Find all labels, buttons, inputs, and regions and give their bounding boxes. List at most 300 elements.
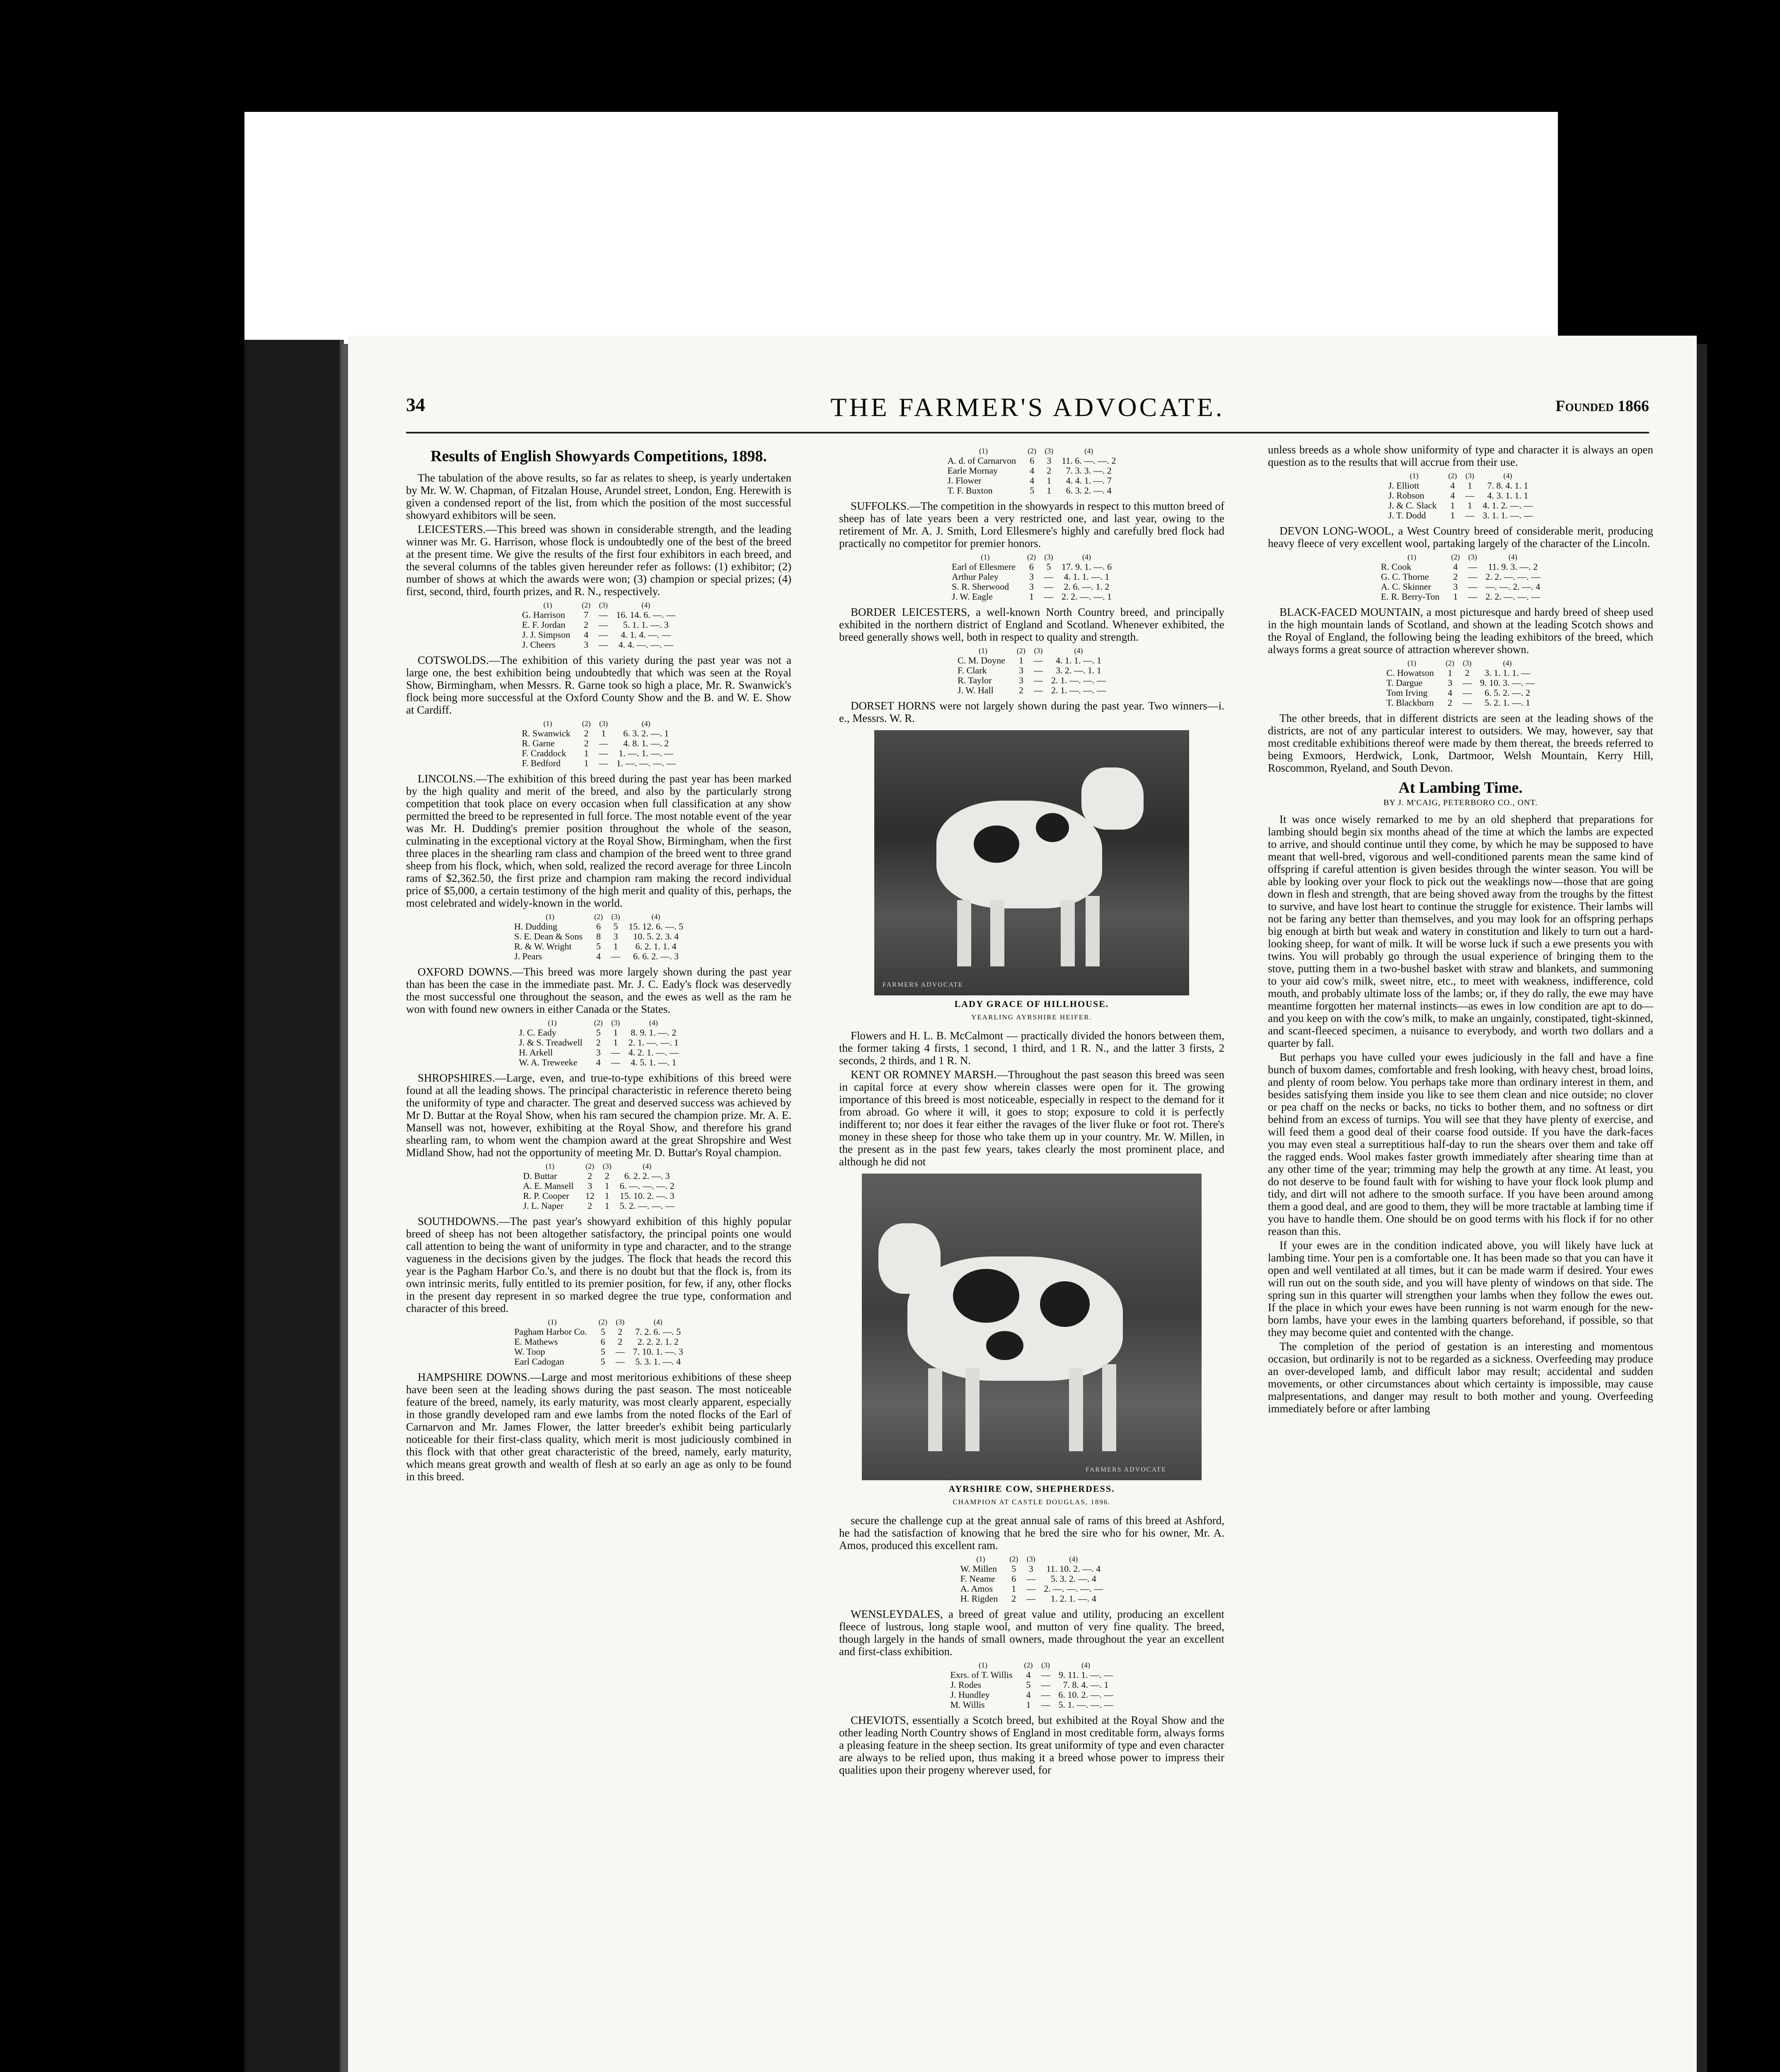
- photo2-subcaption: CHAMPION AT CASTLE DOUGLAS, 1896.: [953, 1498, 1111, 1506]
- table-cell: 5: [596, 941, 601, 951]
- exhibitor-cell: J. Cheers: [522, 639, 556, 650]
- exhibitor-cell: J. Hundley: [950, 1690, 990, 1700]
- exhibitor-cell: F. Neame: [960, 1573, 995, 1584]
- exhibitor-cell: S. R. Sherwood: [952, 581, 1009, 592]
- table-cell: 6. 3. 2. —. 4: [1066, 485, 1112, 496]
- exhibitor-cell: Earl Cadogan: [514, 1356, 564, 1367]
- exhibitor-cell: T. Dargue: [1386, 678, 1423, 688]
- exhibitor-cell: J. C. Eady: [519, 1027, 556, 1038]
- table-kent: [956, 1554, 1107, 1604]
- table-cell: 2. 2. —. —. —: [1485, 571, 1541, 582]
- exhibitor-cell: M. Willis: [950, 1699, 985, 1710]
- table-cell: 5: [600, 1356, 605, 1367]
- table-cell: —: [599, 629, 608, 640]
- table-cell: 2: [1453, 571, 1458, 582]
- table-header-cell: (1): [546, 913, 554, 921]
- table-cell: 1: [1467, 500, 1472, 511]
- table-header-cell: (1): [543, 719, 552, 728]
- table-cell: —: [1026, 1573, 1036, 1584]
- table-header-cell: (1): [548, 1318, 557, 1326]
- table-cell: 11. 10. 2. —. 4: [1046, 1564, 1101, 1574]
- exhibitor-cell: A. Amos: [960, 1583, 993, 1594]
- founded-label: Founded 1866: [1555, 397, 1649, 415]
- exhibitor-cell: D. Buttar: [523, 1171, 557, 1181]
- table-cell: 3: [613, 931, 618, 942]
- exhibitor-cell: W. Millen: [960, 1564, 997, 1574]
- table-hampshire: [943, 446, 1120, 496]
- table-cell: 3: [1447, 678, 1452, 688]
- exhibitor-cell: E. R. Berry-Ton: [1381, 591, 1440, 602]
- table-header-row: [946, 1660, 1117, 1670]
- table-header-row: [510, 1317, 687, 1327]
- table-cell: 4: [1026, 1690, 1031, 1700]
- table-cell: 4. 4. 1. —. 7: [1066, 475, 1112, 486]
- cow-spot: [1040, 1281, 1090, 1327]
- table-cell: 6: [600, 1336, 605, 1347]
- table-cell: 2: [1011, 1593, 1016, 1604]
- table-row: [515, 1048, 682, 1058]
- table-header-row: [948, 552, 1116, 562]
- paragraph-lambing-3: If your ewes are in the condition indicated above, you will likely have luck at lambing time. Your pen is a comfortable one. It has been made so that you can have it open and well ventilated at all times, but it can be made warm if desired. Your ewes will run out on the south side, and you will have plenty of windows on that side. The spring sun in this quarter will strengthen your lambs when they follow the ewes out. If the place in which your ewes have been running is not warm enough for the new-born lambs, have your ewes in the lambing quarters beforehand, if possible, so that they may become quiet and contented with the change.: [1268, 1239, 1653, 1339]
- table-cell: 3: [596, 1047, 601, 1058]
- table-row: [510, 1337, 687, 1347]
- header-rule: [406, 432, 1649, 433]
- film-border-top: [0, 0, 1780, 112]
- table-cell: —: [1468, 562, 1478, 572]
- table-cell: 1: [1467, 480, 1472, 491]
- table-cell: —: [1462, 678, 1472, 688]
- exhibitor-cell: H. Dudding: [514, 921, 557, 932]
- table-row: [510, 1357, 687, 1367]
- table-header-row: [953, 646, 1110, 656]
- table-row: [518, 630, 680, 640]
- cow-head-shape: [878, 1223, 941, 1294]
- table-cell: 2: [584, 620, 589, 630]
- table-header-row: [510, 912, 687, 922]
- table-cell: 2. 1. —. —. —: [1051, 685, 1106, 695]
- page-number: 34: [406, 394, 425, 415]
- exhibitor-cell: J. & S. Treadwell: [519, 1037, 583, 1048]
- table-blackfaced: [1382, 658, 1539, 708]
- table-cell: 4. 2. 1. —. —: [628, 1047, 679, 1058]
- paragraph-dorset: DORSET HORNS were not largely shown during the past year. Two winners—i. e., Messrs. W. R.: [839, 700, 1224, 724]
- table-cell: —: [1033, 655, 1043, 666]
- cow-leg: [965, 1368, 979, 1451]
- table-cell: 7. 2. 6. —. 5: [635, 1326, 681, 1337]
- table-cell: 7. 8. 4. —. 1: [1063, 1680, 1109, 1690]
- exhibitor-cell: E. Mathews: [514, 1336, 558, 1347]
- table-row: [948, 582, 1116, 592]
- table-cell: —: [1041, 1680, 1050, 1690]
- photo2-caption: AYRSHIRE COW, SHEPHERDESS.: [948, 1484, 1115, 1494]
- table-cell: 4: [584, 629, 589, 640]
- cow-leg: [1086, 896, 1100, 966]
- table-cell: —: [599, 639, 608, 650]
- table-cell: 7. 10. 1. —. 3: [633, 1346, 683, 1357]
- table-cell: 1: [1047, 475, 1052, 486]
- table-cell: —: [1465, 490, 1475, 501]
- table-header-cell: (1): [548, 1019, 557, 1027]
- table-cell: 1. 2. 1. —. 4: [1050, 1593, 1096, 1604]
- table-cell: 2. 6. —. 1. 2: [1064, 581, 1110, 592]
- film-border-left-inner: [70, 112, 244, 2072]
- cow-spot: [953, 1269, 1019, 1323]
- table-header-cell: (4): [1503, 659, 1512, 667]
- exhibitor-cell: F. Clark: [958, 665, 987, 675]
- table-header-row: [1384, 471, 1537, 481]
- table-row: [943, 486, 1120, 496]
- paragraph-lambing-1: It was once wisely remarked to me by an old shepherd that preparations for lambing should begin six months ahead of the time at which the lambs are expected to arrive, and should continue until they come, by which he may be supposed to have meant that well-bred, vigorous and well-conditioned parents mean the same kind of offspring if careful attention is given besides through the winter season. You will be able by looking over your flock to pick out the weaklings now—those that are going down in flesh and strength, that are being shoved away from the troughs by the fittest to survive, and have lost heart to continue the struggle for existence. Their lambs will not be faring any better than themselves, and you may look for an offspring perhaps big enough at birth but weak and watery in constitution and likely to turn out a hard-looking sheep, for want of milk. It will be worse luck if such a ewe presents you with twins. You will probably go through the usual experience of bringing them to the stove, putting them in a two-bushel basket with straw and blankets, and summoning to your aid cow's milk, sweet nitre, etc., to meet with weakness, indifference, cold mouth, and probably ultimate loss of the lambs; or, if they do rally, the ewe may have meantime forgotten her maternal instincts—as ewes in low condition are apt to do—and you keep on with the cow's milk, to make an ungainly, constipated, tight-skinned, and scant-fleeced specimen, a nuisance to everybody, and worth two dollars and a quarter by fall.: [1268, 813, 1653, 1049]
- table-cell: —: [611, 1047, 620, 1058]
- table-cell: 1: [584, 748, 589, 758]
- table-header-cell: (4): [1084, 447, 1093, 455]
- cow-spot: [986, 1331, 1023, 1360]
- table-cell: 4. 8. 1. —. 2: [623, 738, 669, 748]
- table-cell: 3: [1047, 455, 1052, 466]
- table-cell: 6. 10. 2. —. —: [1058, 1690, 1113, 1700]
- table-cell: 6. 2. 1. 1. 4: [635, 941, 677, 951]
- table-cell: 1. —. 1. —. —: [619, 748, 674, 758]
- table-cell: 5: [1026, 1680, 1031, 1690]
- table-row: [1377, 592, 1544, 602]
- table-header-cell: (4): [641, 719, 651, 728]
- table-oxford: [515, 1018, 682, 1067]
- table-cell: 5: [1030, 485, 1035, 496]
- photo1-caption: LADY GRACE OF HILLHOUSE.: [954, 999, 1109, 1009]
- table-cell: 2. —. —. —. —: [1044, 1583, 1103, 1594]
- table-cell: —: [1033, 685, 1043, 695]
- table-cell: —: [1026, 1583, 1036, 1594]
- table-devon: [1377, 552, 1544, 602]
- table-header-cell: (4): [1081, 1661, 1091, 1669]
- exhibitor-cell: Pagham Harbor Co.: [514, 1326, 587, 1337]
- table-header-cell: (4): [1082, 553, 1091, 561]
- table-cell: —: [599, 610, 608, 620]
- table-row: [946, 1690, 1117, 1700]
- table-header-row: [1382, 658, 1539, 668]
- table-header-row: [518, 719, 680, 729]
- table-header-cell: (4): [653, 1318, 663, 1326]
- table-cell: 4. 4. —. —. —: [618, 639, 673, 650]
- exhibitor-cell: F. Bedford: [522, 758, 561, 768]
- table-row: [953, 656, 1110, 666]
- table-cell: —: [615, 1346, 625, 1357]
- table-cell: —: [1462, 687, 1472, 698]
- table-cell: 5: [1046, 562, 1051, 572]
- exhibitor-cell: T. Blackburn: [1386, 697, 1434, 708]
- table-cell: —: [611, 951, 620, 961]
- cow-leg: [1069, 1368, 1083, 1451]
- table-cell: 8: [596, 931, 601, 942]
- table-cell: —: [1033, 665, 1043, 675]
- table-header-row: [1377, 552, 1544, 562]
- table-row: [518, 748, 680, 758]
- table-cell: —: [611, 1057, 620, 1067]
- table-header-row: [943, 446, 1120, 456]
- cow-leg: [928, 1368, 942, 1451]
- table-cell: 1: [1450, 510, 1455, 520]
- table-row: [519, 1181, 678, 1191]
- table-cell: —: [1044, 591, 1053, 602]
- paragraph-hampshire: HAMPSHIRE DOWNS.—Large and most meritorious exhibitions of these sheep have been seen at the leading shows during the past season. The most noticeable feature of the breed, namely, its early maturity, was most clearly apparent, especially in those grandly developed ram and ewe lambs from the noted flocks of the Earl of Carnarvon and Mr. James Flower, the latter breeder's exhibit being particularly noticeable for their first-class quality, which merit is most judiciously combined in this flock with that other great characteristic of the breed, namely, early maturity, which means great growth and wealth of flesh at so early an age as only to be found in this breed.: [406, 1371, 791, 1483]
- cow-leg: [1102, 1364, 1116, 1451]
- table-leicesters: [518, 600, 680, 650]
- table-cell: —: [1044, 581, 1053, 592]
- film-border-corner: [1558, 112, 1707, 344]
- table-cell: —: [1033, 675, 1043, 685]
- table-row: [518, 758, 680, 768]
- exhibitor-cell: C. Howatson: [1386, 668, 1434, 678]
- table-cell: —: [1468, 571, 1478, 582]
- table-header-cell: (2): [1027, 553, 1036, 561]
- photo1-subcaption: YEARLING AYRSHIRE HEIFER.: [971, 1013, 1092, 1021]
- exhibitor-cell: A. C. Skinner: [1381, 581, 1431, 592]
- table-header-cell: (1): [1410, 472, 1419, 480]
- table-cell: 2: [1447, 697, 1452, 708]
- table-cell: 3: [1453, 581, 1458, 592]
- table-header-cell: (2): [1016, 646, 1025, 655]
- table-cell: 2: [618, 1326, 623, 1337]
- table-cell: 3: [1029, 571, 1034, 582]
- table-cell: 4. 3. 1. 1. 1: [1487, 490, 1528, 501]
- table-cell: 11. 9. 3. —. 2: [1488, 562, 1538, 572]
- table-cell: 2. 1. —. —. 1: [628, 1037, 679, 1048]
- paragraph-suffolks: SUFFOLKS.—The competition in the showyards in respect to this mutton breed of sheep has of late years been a very restricted one, and last year, owing to the retirement of Mr. A. J. Smith, Lord Ellesmere's highly and carefully bred flock had practically no competitor for premier honors.: [839, 500, 1224, 549]
- table-cell: —: [1041, 1690, 1050, 1700]
- table-header-cell: (4): [1074, 646, 1083, 655]
- table-row: [515, 1058, 682, 1067]
- paragraph-dorset-cont: Flowers and H. L. B. McCalmont — practically divided the honors between them, the former taking 4 firsts, 1 second, 1 third, and 1 R. N., and the latter 3 firsts, 2 seconds, 2 thirds, and 1 R. N.: [839, 1029, 1224, 1067]
- table-cell: 2: [618, 1336, 623, 1347]
- table-row: [948, 572, 1116, 582]
- table-cell: 2: [596, 1037, 601, 1048]
- table-cell: 3: [588, 1181, 593, 1191]
- paragraph-cheviots-cont: unless breeds as a whole show uniformity of type and character it is always an open question as to the results that will accrue from their use.: [1268, 443, 1653, 468]
- photo-stamp: FARMERS ADVOCATE: [1086, 1466, 1166, 1473]
- table-cheviots: [1384, 471, 1537, 520]
- table-cell: 4: [1453, 562, 1458, 572]
- film-border-right: [1707, 0, 1780, 2072]
- paragraph-intro: The tabulation of the above results, so far as relates to sheep, is yearly undertaken by Mr. W. W. Chapman, of Fitzalan House, Arundel street, London, Eng. Herewith is given a condensed report of the list, from which the position of the most successful showyard exhibitors will be seen.: [406, 472, 791, 521]
- paragraph-border: BORDER LEICESTERS, a well-known North Country breed, and principally exhibited in the northern district of England and Scotland. Whenever exhibited, the breed generally shows well, both in respect to quality and strength.: [839, 606, 1224, 643]
- table-header-cell: (2): [1028, 447, 1037, 455]
- film-border-left: [0, 0, 70, 2072]
- column-2: [839, 443, 1224, 1778]
- table-header-cell: (3): [602, 1162, 612, 1170]
- table-southdowns: [510, 1317, 687, 1367]
- article-title-lambing: At Lambing Time.: [1398, 779, 1523, 796]
- table-row: [953, 675, 1110, 685]
- table-row: [519, 1191, 678, 1201]
- table-shropshires: [519, 1161, 678, 1211]
- column-3: [1268, 443, 1653, 1416]
- table-cell: 2. 2. 2. 1. 2: [637, 1336, 679, 1347]
- table-cell: 5. 3. 2. —. 4: [1050, 1573, 1096, 1584]
- table-header-cell: (3): [1026, 1555, 1035, 1563]
- table-cell: 1: [1447, 668, 1452, 678]
- table-header-cell: (2): [594, 913, 603, 921]
- column-1: [406, 443, 791, 1484]
- table-header-cell: (2): [1009, 1555, 1018, 1563]
- table-row: [956, 1584, 1107, 1594]
- cow-leg: [990, 900, 1004, 966]
- table-header-cell: (1): [981, 553, 990, 561]
- table-row: [943, 456, 1120, 466]
- table-cell: 1. —. —. —. —: [616, 758, 676, 768]
- exhibitor-cell: J. L. Naper: [523, 1201, 564, 1211]
- table-cell: —: [599, 620, 608, 630]
- table-header-cell: (4): [651, 913, 660, 921]
- exhibitor-cell: Tom Irving: [1386, 687, 1428, 698]
- table-cell: 4. 5. 1. —. 1: [631, 1057, 677, 1067]
- table-row: [515, 1038, 682, 1048]
- table-header-cell: (3): [611, 1019, 620, 1027]
- paragraph-other-breeds: The other breeds, that in different districts are seen at the leading shows of the districts, are not of any particular interest to outsiders. We may, however, say that most creditable exhibitions thereof were made by them thereat, the breeds referred to being Exmoors, Herdwick, Lonk, Dartmoor, Welsh Mountain, Kerry Hill, Roscommon, Ryeland, and South Devon.: [1268, 712, 1653, 774]
- table-cell: 4. 1. 4. —. —: [621, 629, 671, 640]
- paragraph-leicesters: LEICESTERS.—This breed was shown in considerable strength, and the leading winner was Mr. G. Harrison, whose flock is undoubtedly one of the best of the breed at the present time. We give the results of the first four exhibitors in each breed, and the several columns of the tables given hereunder refer as follows: (1) exhibitor; (2) number of shows at which the awards were won; (3) champion or special prizes; (4) first, second, third, fourth prizes, and R. N., respectively.: [406, 523, 791, 598]
- table-cell: 11. 6. —. —. 2: [1062, 455, 1116, 466]
- table-cell: 10. 5. 2. 3. 4: [633, 931, 679, 942]
- table-cell: 1: [1029, 591, 1034, 602]
- book-binding: [244, 340, 344, 2072]
- table-row: [956, 1564, 1107, 1574]
- table-cell: 3: [1029, 581, 1034, 592]
- table-row: [515, 1028, 682, 1038]
- table-row: [1382, 678, 1539, 688]
- exhibitor-cell: A. d. of Carnarvon: [947, 455, 1016, 466]
- exhibitor-cell: A. E. Mansell: [523, 1181, 574, 1191]
- table-cell: —: [1044, 571, 1053, 582]
- cow-spot: [1036, 813, 1069, 842]
- table-cell: —: [1041, 1670, 1050, 1680]
- table-cotswolds: [518, 719, 680, 768]
- table-row: [953, 666, 1110, 675]
- table-cell: 1: [613, 1027, 618, 1038]
- table-cell: 1: [613, 1037, 618, 1048]
- table-row: [956, 1574, 1107, 1584]
- table-header-cell: (2): [1024, 1661, 1033, 1669]
- exhibitor-cell: F. Craddock: [522, 748, 566, 758]
- table-cell: 5. 2. 1. —. 1: [1484, 697, 1530, 708]
- table-cell: —. —. 2. —. 4: [1485, 581, 1541, 592]
- table-cell: 2. 2. —. —. —: [1485, 591, 1541, 602]
- exhibitor-cell: W. A. Treweeke: [519, 1057, 578, 1067]
- table-row: [1384, 481, 1537, 491]
- table-header-cell: (1): [543, 601, 552, 609]
- table-cell: 1: [1450, 500, 1455, 511]
- table-cell: 1: [605, 1181, 609, 1191]
- table-header-cell: (3): [1468, 553, 1477, 561]
- table-cell: 4: [1450, 480, 1455, 491]
- table-header-cell: (3): [599, 719, 608, 728]
- table-cell: 1: [1047, 485, 1052, 496]
- table-cell: 3: [1018, 665, 1023, 675]
- table-row: [1377, 562, 1544, 572]
- table-cell: 4: [1030, 475, 1035, 486]
- exhibitor-cell: J. Elliott: [1388, 480, 1420, 491]
- table-cell: 3: [1018, 675, 1023, 685]
- page-edge: [1697, 344, 1707, 2072]
- table-cell: —: [599, 758, 608, 768]
- table-cell: 4. 1. 1. —. 1: [1055, 655, 1101, 666]
- exhibitor-cell: J. & C. Slack: [1388, 500, 1437, 511]
- table-cell: 2. 1. —. —. —: [1051, 675, 1106, 685]
- table-cell: —: [1468, 591, 1478, 602]
- table-cell: 2. 2. —. —. 1: [1061, 591, 1112, 602]
- table-header-cell: (3): [611, 913, 620, 921]
- table-header-cell: (4): [1069, 1555, 1078, 1563]
- exhibitor-cell: J. Rodes: [950, 1680, 982, 1690]
- masthead: THE FARMER'S ADVOCATE.: [830, 392, 1225, 422]
- table-row: [510, 942, 687, 951]
- table-header-cell: (1): [1407, 659, 1416, 667]
- table-cell: 4: [1450, 490, 1455, 501]
- table-row: [510, 1347, 687, 1357]
- article-byline: BY J. M'CAIG, PETERBORO CO., ONT.: [1383, 798, 1538, 807]
- paragraph-blackfaced: BLACK-FACED MOUNTAIN, a most picturesque and hardy breed of sheep used in the high mountain lands of Scotland, and shown at the leading Scotch shows and the Royal of England, the following being the leading exhibitors of the breed, which always forms a great source of attraction wherever shown.: [1268, 606, 1653, 656]
- photo-stamp: FARMERS ADVOCATE: [883, 981, 963, 988]
- table-cell: 2: [588, 1201, 593, 1211]
- paragraph-wensleydales: WENSLEYDALES, a breed of great value and utility, producing an excellent fleece of lustrous, long staple wool, and mutton of very fine quality. The breed, though largely in the hands of small owners, made throughout the year an excellent and first-class exhibition.: [839, 1608, 1224, 1658]
- table-row: [510, 951, 687, 961]
- exhibitor-cell: Earle Mornay: [947, 465, 998, 476]
- table-cell: 1: [584, 758, 589, 768]
- table-cell: 5: [596, 1027, 601, 1038]
- table-header-cell: (1): [545, 1162, 554, 1170]
- paragraph-lambing-2: But perhaps you have culled your ewes judiciously in the fall and have a fine bunch of buxom dames, comfortable and fresh looking, with heavy chest, broad loins, and plenty of room below. You perhaps take more than ordinary interest in them, and besides satisfying them inside you like to see them clean and nice outside; no clover or pea chaff on the necks or backs, no ticks to bother them, and no softness or dirt behind from an excess of turnips. You will see that they have plenty of exercise, and will feed them a good deal of their coarse food outside. If you have the dark-faces you may even steal a surreptitious half-day to run the shears over them and take off the ragged ends. Wool makes faster growth immediately after shearing time than at any other time of the year; trimming may help the growth at any time. At least, you do not deserve to be found fault with for wishing to have your flock look plump and tidy, and dirt will not adhere to the smooth surface. If you have been around among them a good deal, and are good to them, they will be more tractable at lambing time if you have to handle them. One should be on good terms with his flock if for no other reason than this.: [1268, 1051, 1653, 1237]
- exhibitor-cell: C. M. Doyne: [958, 655, 1005, 666]
- photo-ayrshire-heifer: [874, 730, 1189, 995]
- table-row: [948, 592, 1116, 602]
- article-title-showyards: Results of English Showyards Competitions, 1898.: [430, 448, 767, 465]
- table-cell: 1: [613, 941, 618, 951]
- table-cell: 4: [1026, 1670, 1031, 1680]
- table-header-cell: (1): [979, 447, 988, 455]
- table-cell: 2: [584, 728, 589, 738]
- table-cell: 5. 3. 1. —. 4: [635, 1356, 681, 1367]
- table-cell: 1: [1018, 655, 1023, 666]
- exhibitor-cell: J. W. Eagle: [952, 591, 993, 602]
- exhibitor-cell: S. E. Dean & Sons: [514, 931, 583, 942]
- table-header-cell: (2): [1448, 472, 1457, 480]
- table-header-cell: (1): [1408, 553, 1416, 561]
- table-row: [518, 610, 680, 620]
- exhibitor-cell: H. Rigden: [960, 1593, 998, 1604]
- exhibitor-cell: J. Pears: [514, 951, 542, 961]
- cow-leg: [1061, 900, 1075, 966]
- cow-leg: [957, 900, 971, 966]
- table-row: [510, 922, 687, 932]
- table-row: [1382, 698, 1539, 708]
- table-row: [1377, 582, 1544, 592]
- table-header-cell: (3): [1463, 659, 1472, 667]
- paragraph-lincolns: LINCOLNS.—The exhibition of this breed during the past year has been marked by the high quality and merit of the breed, and also by the particularly strong competition that took place on every occasion when full classification at any show permitted the breed to be represented in full force. The most notable event of the year was Mr. H. Dudding's premier position throughout the whole of the season, culminating in the exceptional victory at the Royal Show, Birmingham, when the first three places in the shearling ram class and champion of the breed went to three grand sheep from his flock, which, when sold, realized the record average for three Lincoln rams of $2,362.50, the first prize and champion ram making the record individual price of $5,000, a certain testimony of the high merit and quality of this, perhaps, the most celebrated and widely-known in the world.: [406, 772, 791, 909]
- table-header-cell: (2): [1445, 659, 1454, 667]
- table-row: [518, 620, 680, 630]
- exhibitor-cell: G. C. Thorne: [1381, 571, 1429, 582]
- table-cell: 3. 2. —. 1. 1: [1055, 665, 1101, 675]
- paragraph-kent: KENT OR ROMNEY MARSH.—Throughout the past season this breed was seen in capital force at every show wherein classes were open for it. The growing importance of this breed is most noticeable, especially in respect to the demand for it from abroad. Go where it will, it goes to stop; exposure to cold it is perfectly indifferent to; nor does it fear either the ravages of the liver fluke or foot rot. There's money in these sheep for those who take them up in your country. Mr. W. Millen, in the present as in the past few years, takes clearly the most prominent place, and although he did not: [839, 1068, 1224, 1168]
- table-cell: 5. 1. —. —. —: [1058, 1699, 1113, 1710]
- table-lincolns: [510, 912, 687, 961]
- table-cell: 4. 1. 1. —. 1: [1064, 571, 1110, 582]
- exhibitor-cell: J. W. Hall: [958, 685, 994, 695]
- table-header-cell: (4): [643, 1162, 652, 1170]
- table-cell: 4: [596, 1057, 601, 1067]
- table-header-cell: (3): [1465, 472, 1474, 480]
- exhibitor-cell: Earl of Ellesmere: [952, 562, 1016, 572]
- table-row: [518, 729, 680, 738]
